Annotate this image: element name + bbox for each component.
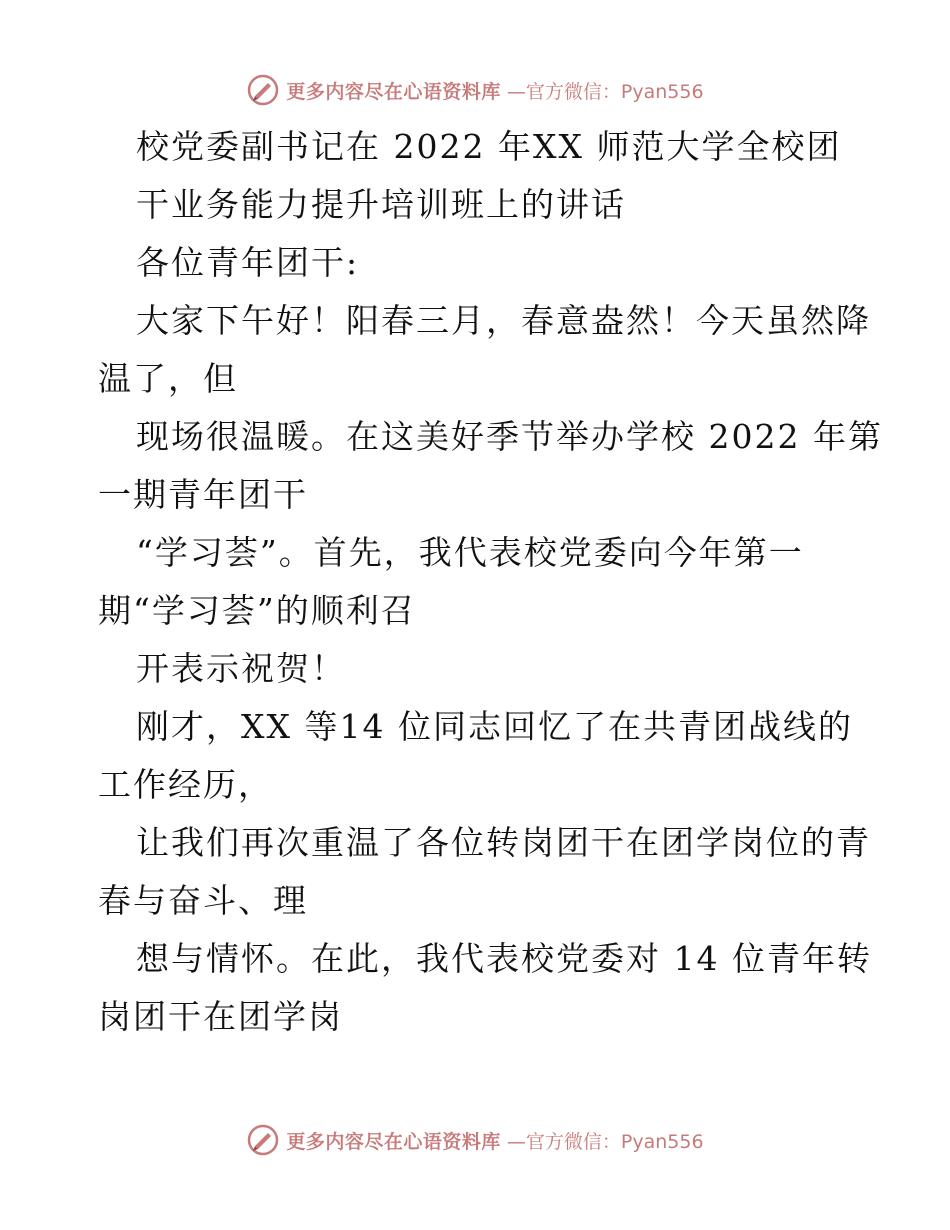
banner-contact: —官方微信：Pyan556 bbox=[506, 80, 704, 103]
paragraph-line: “学习荟”。首先，我代表校党委向今年第一 bbox=[136, 533, 804, 572]
paragraph-line: 刚才，XX 等14 位同志回忆了在共青团战线的 bbox=[136, 707, 853, 746]
paragraph-line: 大家下午好！阳春三月，春意盎然！今天虽然降 bbox=[136, 301, 871, 340]
paragraph-line: 春与奋斗、理 bbox=[98, 881, 308, 920]
paragraph-line: 岗团干在团学岗 bbox=[98, 997, 343, 1036]
paragraph-line: 现场很温暖。在这美好季节举办学校 2022 年第 bbox=[136, 417, 883, 456]
banner-contact: —官方微信：Pyan556 bbox=[506, 1130, 704, 1153]
pen-logo-icon bbox=[246, 73, 280, 107]
paragraph-line: 想与情怀。在此，我代表校党委对 14 位青年转 bbox=[136, 939, 872, 978]
paragraph-line: 工作经历， bbox=[98, 765, 273, 804]
paragraph-line: 期“学习荟”的顺利召 bbox=[98, 591, 416, 630]
paragraph-line: 开表示祝贺！ bbox=[136, 649, 346, 688]
salutation: 各位青年团干: bbox=[136, 243, 360, 282]
document-body bbox=[98, 118, 883, 1046]
title-line-1: 校党委副书记在 2022 年XX 师范大学全校团 bbox=[136, 127, 842, 166]
footer-banner bbox=[0, 1120, 950, 1160]
banner-text: 更多内容尽在心语资料库 bbox=[286, 80, 501, 103]
pen-logo-icon bbox=[246, 1123, 280, 1157]
paragraph-line: 一期青年团干 bbox=[98, 475, 308, 514]
banner-text: 更多内容尽在心语资料库 bbox=[286, 1130, 501, 1153]
title-line-2: 干业务能力提升培训班上的讲话 bbox=[136, 185, 626, 224]
paragraph-line: 让我们再次重温了各位转岗团干在团学岗位的青 bbox=[136, 823, 871, 862]
paragraph-line: 温了，但 bbox=[98, 359, 238, 398]
header-banner bbox=[0, 70, 950, 110]
